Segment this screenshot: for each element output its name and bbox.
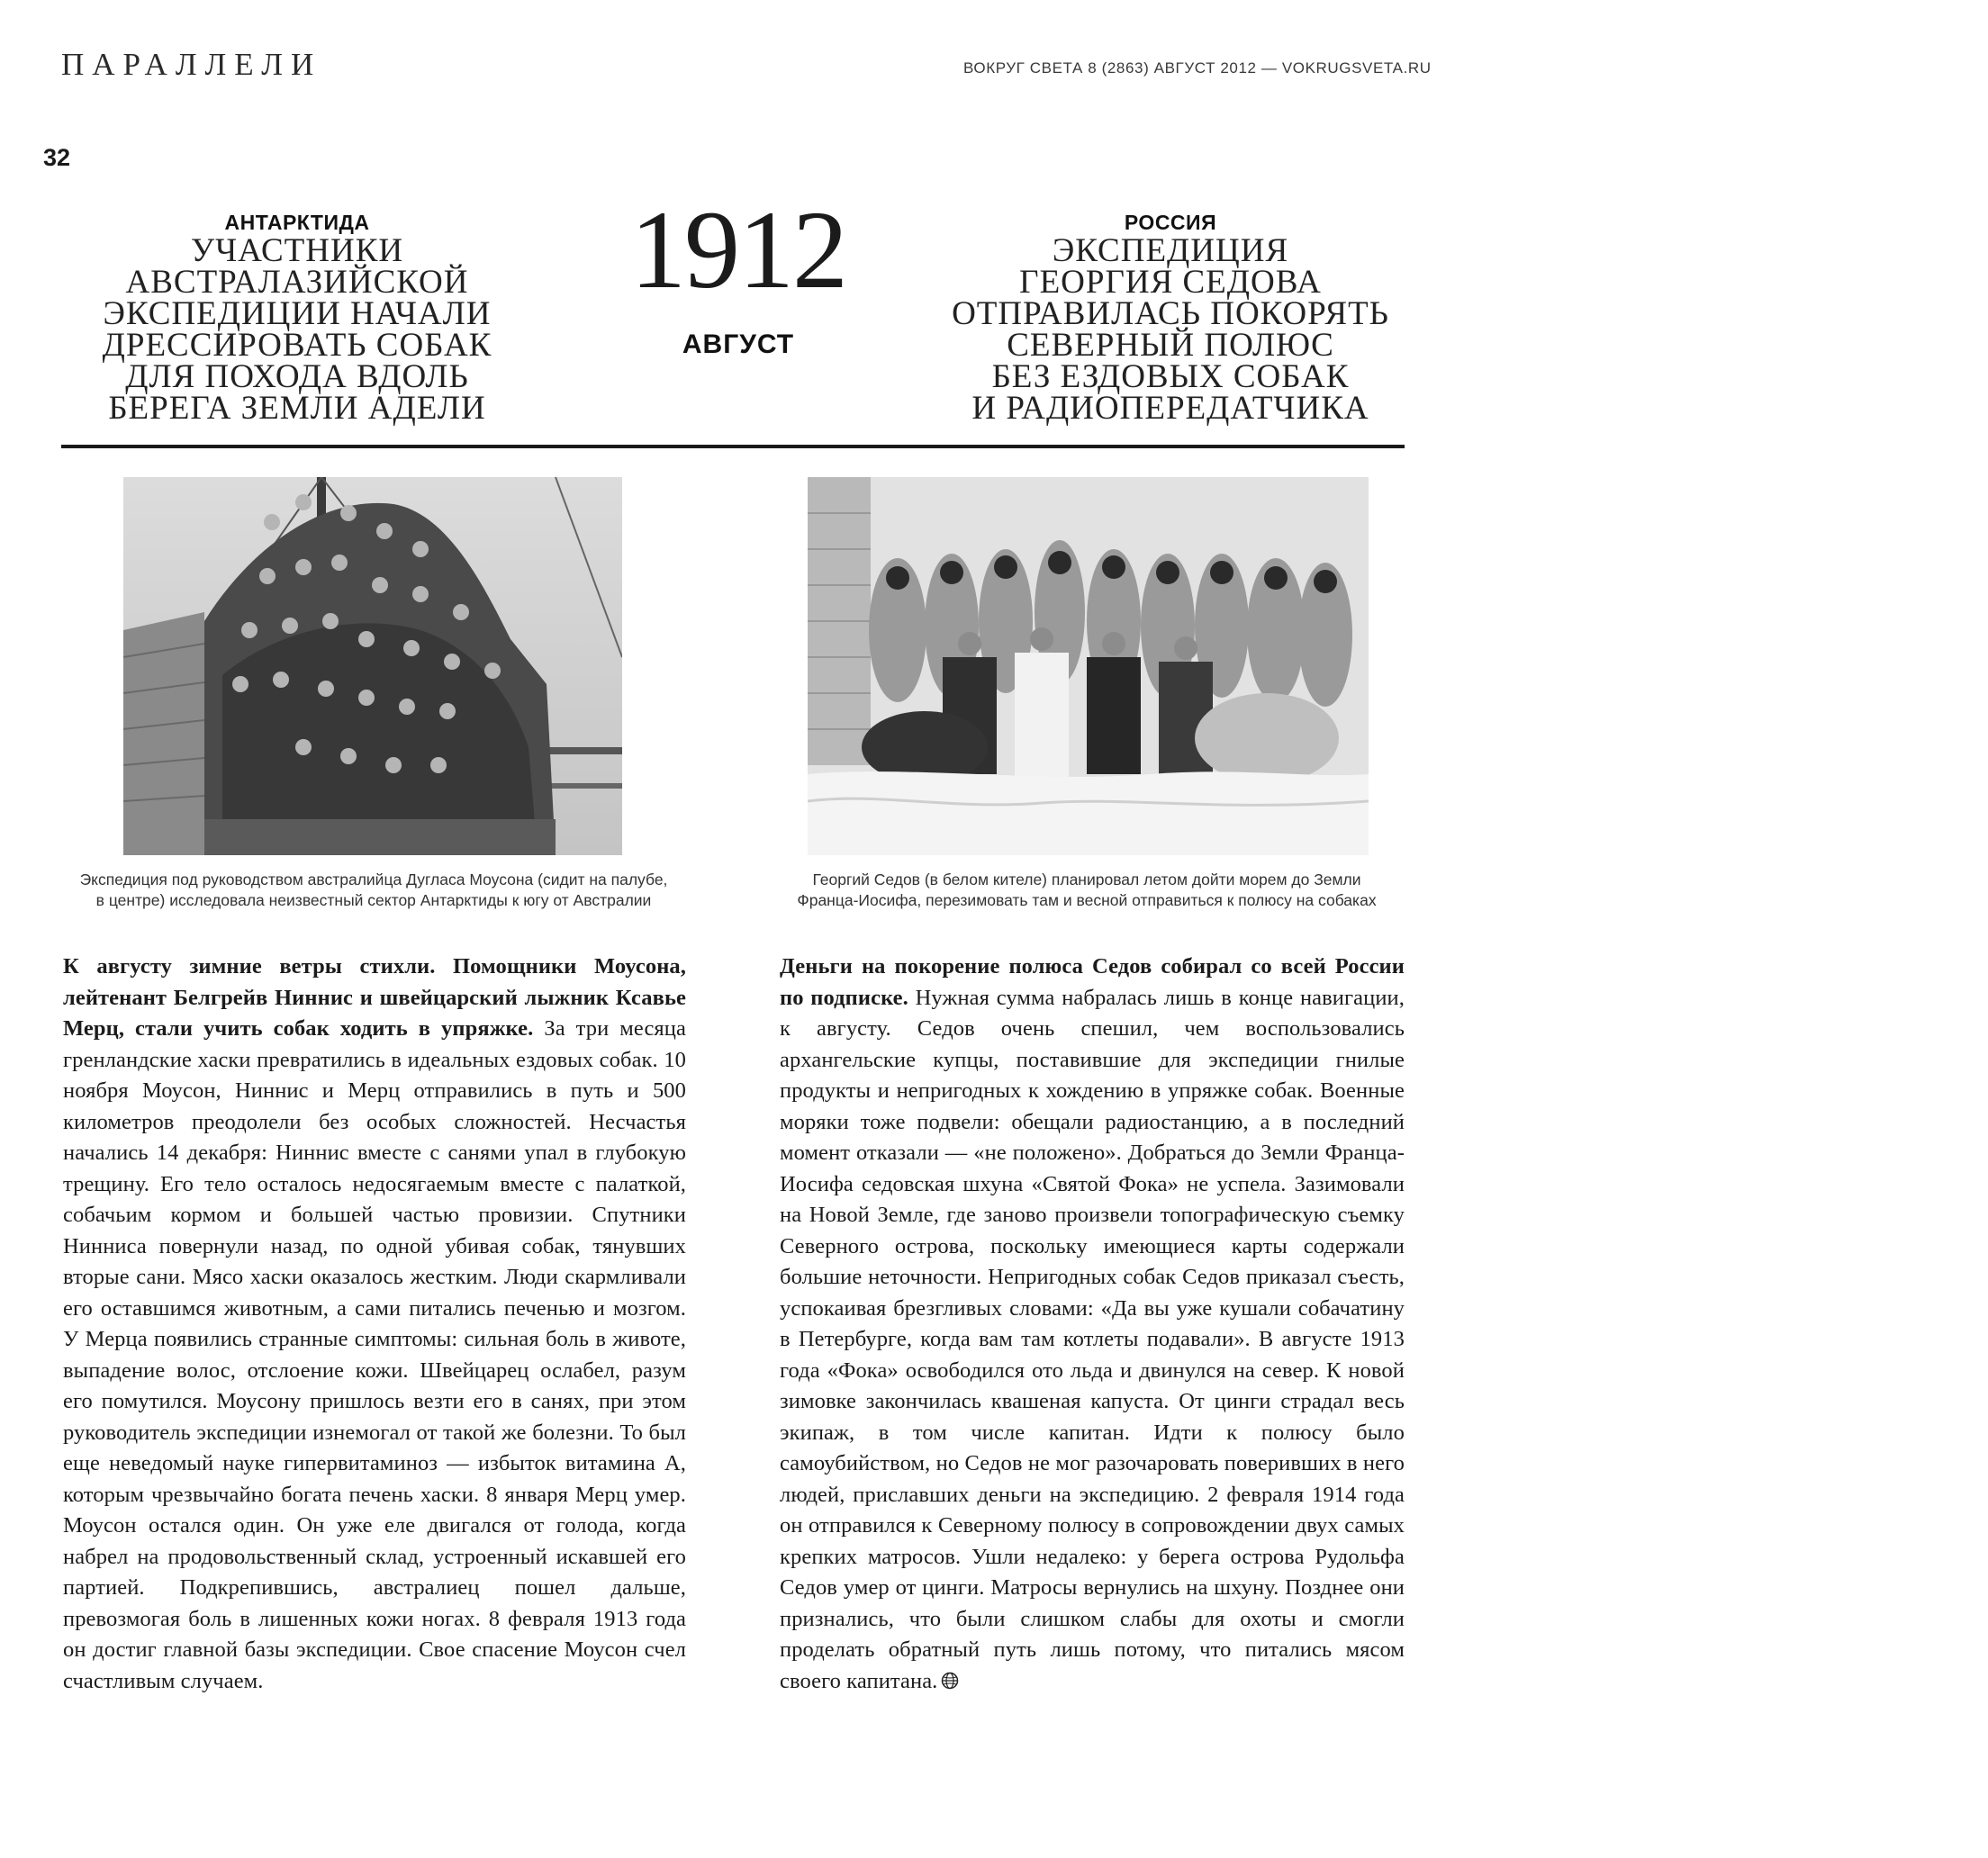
left-region-label: АНТАРКТИДА (224, 211, 370, 234)
right-region-label: РОССИЯ (1124, 211, 1217, 234)
caption-line: Георгий Седов (в белом кителе) планировал летом дойти морем до Земли (812, 870, 1361, 888)
left-headline-line: ДРЕССИРОВАТЬ СОБАК (102, 327, 492, 364)
left-headline-line: БЕРЕГА ЗЕМЛИ АДЕЛИ (108, 390, 486, 427)
left-article-body (63, 952, 686, 1697)
section-label: ПАРАЛЛЕЛИ (61, 47, 322, 82)
left-article-text: За три месяца гренландские хаски превратились в идеальных ездовых собак. 10 ноября Моусон, Ниннис и Мерц отправились в путь и 500 километров преодолели без особых сложностей. Несчастья начались 14 декабря: Ниннис вместе с санями упал в глубокую трещину. Его тело осталось недосягаемым вместе с палаткой, собачьим кормом и большей частью провизии. Спутники Нинниса повернули назад, по одной убивая собак, тянувших вторые сани. Мясо хаски оказалось жестким. Люди скармливали его оставшимся животным, а сами питались печенью и мозгом. У Мерца появились странные симптомы: сильная боль в животе, выпадение волос, отслоение кожи. Швейцарец ослабел, разум его помутился. Моусону пришлось везти его в санях, при этом руководитель экспедиции изнемогал от такой же болезни. То был еще неведомый науке гипервитаминоз — избыток витамина А, которым чрезвычайно богата печень хаски. 8 января Мерц умер. Моусон остался один. Он уже еле двигался от голода, когда набрел на продовольственный склад, устроенный искавшей его партией. Подкрепившись, австралиец пошел дальше, превозмогая боль в лишенных кожи ногах. 8 февраля 1913 года он достиг главной базы экспедиции. Свое спасение Моусон счел счастливым случаем. (63, 1016, 686, 1693)
mawson-expedition-photo (123, 477, 622, 855)
right-headline-line: БЕЗ ЕЗДОВЫХ СОБАК (991, 358, 1350, 395)
right-headline-line: ГЕОРГИЯ СЕДОВА (1019, 264, 1322, 301)
right-headline-line: ЭКСПЕДИЦИЯ (1052, 232, 1289, 269)
caption-line: в центре) исследовала неизвестный сектор Антарктиды к югу от Австралии (95, 891, 652, 909)
right-headline-line: ОТПРАВИЛАСЬ ПОКОРЯТЬ (952, 295, 1389, 332)
headline-rule (61, 445, 1405, 448)
month: АВГУСТ (682, 329, 795, 359)
left-headline-line: ЭКСПЕДИЦИИ НАЧАЛИ (103, 295, 492, 332)
right-headline-block (918, 211, 1423, 427)
right-article-lead: Деньги на покорение полюса Седов собирал со всей России по подписке. (780, 954, 1405, 1010)
page-number: 32 (43, 144, 71, 171)
right-photo-caption (740, 870, 1433, 911)
issue-line: ВОКРУГ СВЕТА 8 (2863) АВГУСТ 2012 — VOKRUGSVETA.RU (963, 59, 1432, 77)
right-headline-line: И РАДИОПЕРЕДАТЧИКА (971, 390, 1369, 427)
sedov-expedition-photo (808, 477, 1369, 855)
left-headline-block (63, 211, 531, 427)
left-headline-line: АВСТРАЛАЗИЙСКОЙ (125, 264, 469, 301)
left-headline (63, 232, 531, 427)
caption-line: Экспедиция под руководством австралийца Дугласа Моусона (сидит на палубе, (79, 870, 668, 888)
right-headline (918, 232, 1423, 427)
caption-line: Франца-Иосифа, перезимовать там и весной отправиться к полюсу на собаках (797, 891, 1377, 909)
left-article-lead: К августу зимние ветры стихли. Помощники Моусона, лейтенант Белгрейв Ниннис и швейцарский лыжник Ксавье Мерц, стали учить собак ходить в упряжке. (63, 954, 686, 1041)
right-headline-line: СЕВЕРНЫЙ ПОЛЮС (1007, 327, 1334, 364)
right-article-text: Нужная сумма набралась лишь в конце навигации, к августу. Седов очень спешил, чем воспользовались архангельские купцы, поставившие для экспедиции гнилые продукты и непригодных к хождению в упряжке собак. Военные моряки тоже подвели: обещали радиостанцию, а в последний момент отказали — «не положено». Добраться до Земли Франца-Иосифа седовская шхуна «Святой Фока» не успела. Зазимовали на Новой Земле, где заново произвели топографическую съемку Северного острова, поскольку имеющиеся карты содержали большие неточности. Непригодных собак Седов приказал съесть, успокаивая брезгливых словами: «Да вы уже кушали собачатину в Петербурге, когда вам там котлеты подавали». В августе 1913 года «Фока» освободился ото льда и двинулся на север. К новой зимовке закончилась квашеная капуста. От цинги страдал весь экипаж, в том числе капитан. Идти к полюсу было самоубийством, но Седов не мог разочаровать поверивших в него людей, приславших деньги на экспедицию. 2 февраля 1914 года он отправился к Северному полюсу в сопровождении двух самых крепких матросов. Ушли недалеко: у берега острова Рудольфа Седов умер от цинги. Матросы вернулись на шхуну. Позднее они признались, что были слишком слабы для охоты и смогли проделать обратный путь лишь потому, что питались мясом своего капитана. (780, 985, 1405, 1693)
globe-icon (941, 1668, 959, 1686)
left-headline-line: ДЛЯ ПОХОДА ВДОЛЬ (125, 358, 469, 395)
left-photo-caption (45, 870, 702, 911)
year: 1912 (630, 188, 846, 311)
right-article-body (780, 952, 1405, 1697)
left-headline-line: УЧАСТНИКИ (190, 232, 404, 269)
